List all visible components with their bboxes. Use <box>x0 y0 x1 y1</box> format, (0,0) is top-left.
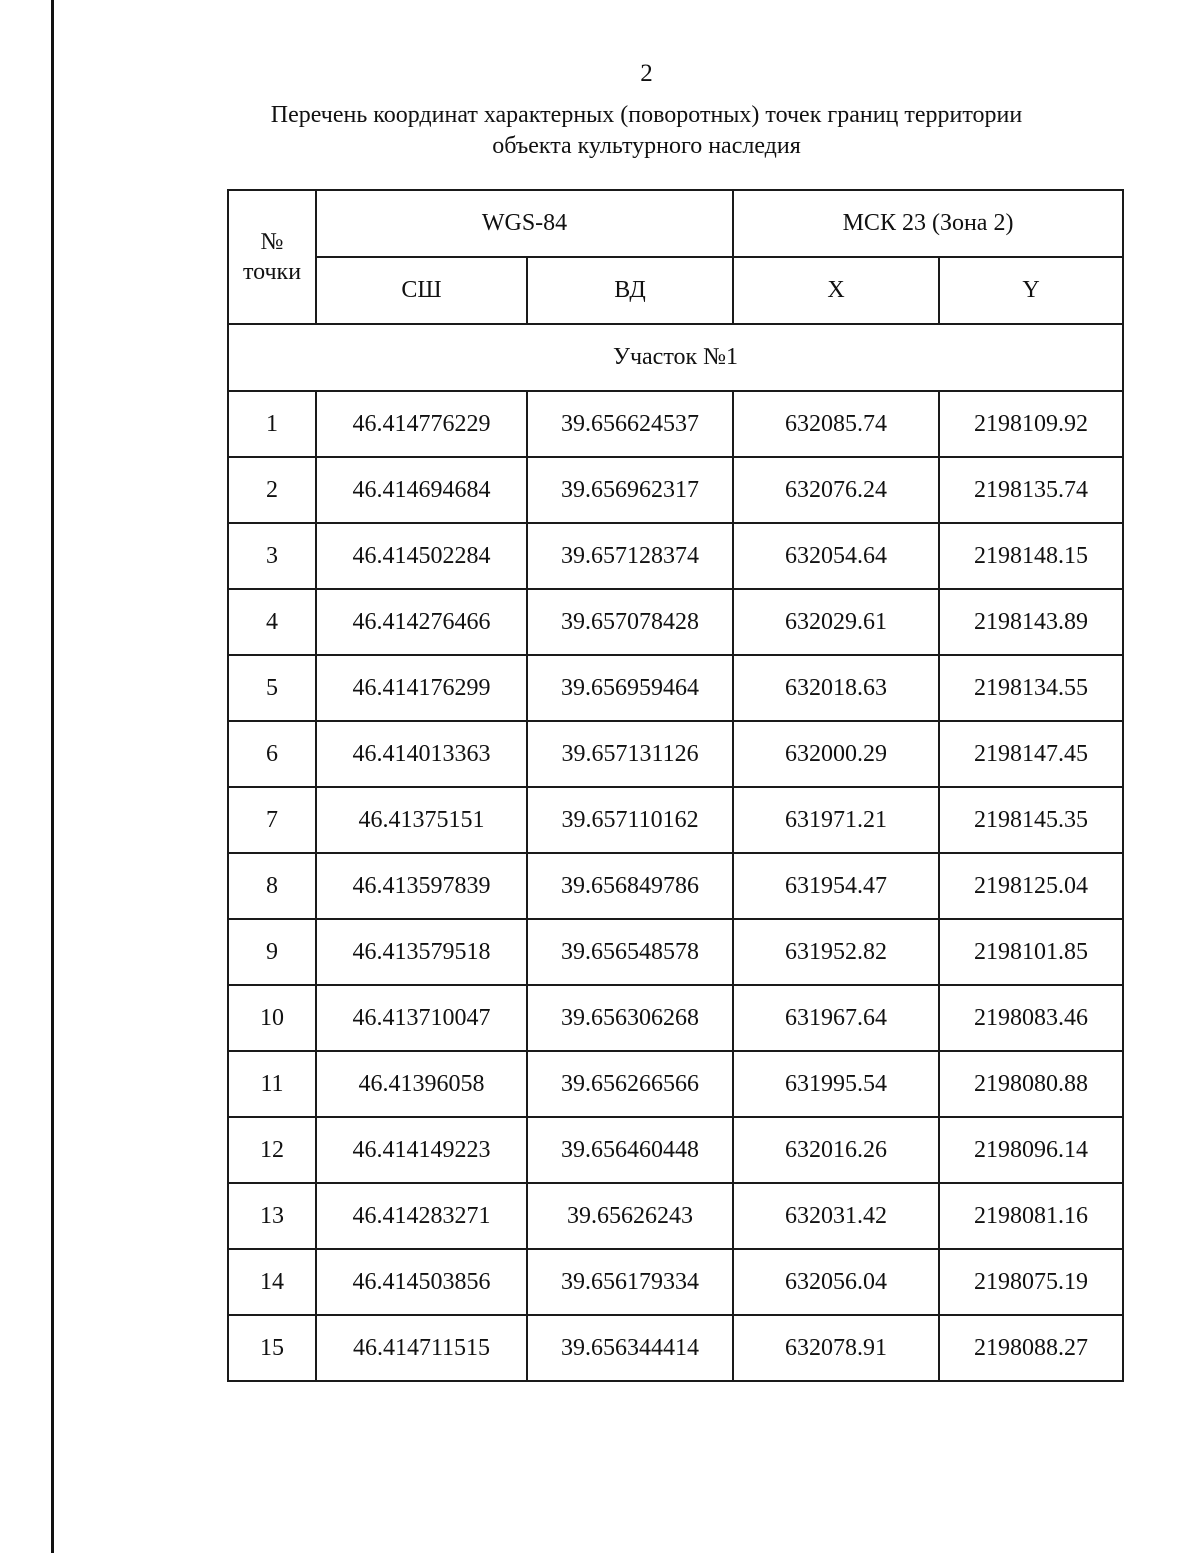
longitude-cell: 39.657128374 <box>527 523 733 589</box>
longitude-cell: 39.656624537 <box>527 391 733 457</box>
longitude-cell: 39.65626243 <box>527 1183 733 1249</box>
latitude-cell: 46.414502284 <box>316 523 527 589</box>
x-cell: 631971.21 <box>733 787 939 853</box>
left-margin-rule <box>51 0 54 1553</box>
longitude-cell: 39.656548578 <box>527 919 733 985</box>
table-row <box>228 1117 1123 1183</box>
x-cell: 632016.26 <box>733 1117 939 1183</box>
x-cell: 632078.91 <box>733 1315 939 1381</box>
point-number-cell: 8 <box>228 853 316 919</box>
y-cell: 2198088.27 <box>939 1315 1123 1381</box>
latitude-cell: 46.414276466 <box>316 589 527 655</box>
point-number-cell: 3 <box>228 523 316 589</box>
longitude-cell: 39.656849786 <box>527 853 733 919</box>
table-row <box>228 391 1123 457</box>
latitude-cell: 46.414283271 <box>316 1183 527 1249</box>
latitude-cell: 46.41396058 <box>316 1051 527 1117</box>
longitude-cell: 39.656266566 <box>527 1051 733 1117</box>
y-cell: 2198101.85 <box>939 919 1123 985</box>
table-row <box>228 1249 1123 1315</box>
point-number-cell: 5 <box>228 655 316 721</box>
y-cell: 2198125.04 <box>939 853 1123 919</box>
latitude-cell: 46.414013363 <box>316 721 527 787</box>
section-header: Участок №1 <box>228 324 1123 391</box>
longitude-cell: 39.657131126 <box>527 721 733 787</box>
x-cell: 632018.63 <box>733 655 939 721</box>
table-row <box>228 1051 1123 1117</box>
table-row <box>228 589 1123 655</box>
latitude-cell: 46.413579518 <box>316 919 527 985</box>
title-line-1: Перечень координат характерных (поворотных) точек границ территории <box>270 102 1023 128</box>
longitude-cell: 39.656959464 <box>527 655 733 721</box>
point-number-cell: 7 <box>228 787 316 853</box>
latitude-cell: 46.414711515 <box>316 1315 527 1381</box>
longitude-cell: 39.656306268 <box>527 985 733 1051</box>
msk23-group-header: МСК 23 (Зона 2) <box>733 190 1123 257</box>
x-cell: 631967.64 <box>733 985 939 1051</box>
point-number-cell: 14 <box>228 1249 316 1315</box>
y-cell: 2198109.92 <box>939 391 1123 457</box>
y-column-header: Y <box>939 257 1123 324</box>
latitude-cell: 46.414176299 <box>316 655 527 721</box>
latitude-cell: 46.413710047 <box>316 985 527 1051</box>
x-cell: 632031.42 <box>733 1183 939 1249</box>
latitude-cell: 46.414776229 <box>316 391 527 457</box>
table-row <box>228 721 1123 787</box>
point-number-cell: 11 <box>228 1051 316 1117</box>
latitude-cell: 46.41375151 <box>316 787 527 853</box>
latitude-cell: 46.414149223 <box>316 1117 527 1183</box>
y-cell: 2198148.15 <box>939 523 1123 589</box>
document-title <box>200 100 1093 162</box>
x-column-header: X <box>733 257 939 324</box>
y-cell: 2198134.55 <box>939 655 1123 721</box>
longitude-cell: 39.657110162 <box>527 787 733 853</box>
x-cell: 632076.24 <box>733 457 939 523</box>
longitude-cell: 39.657078428 <box>527 589 733 655</box>
latitude-cell: 46.413597839 <box>316 853 527 919</box>
y-cell: 2198081.16 <box>939 1183 1123 1249</box>
coordinates-table <box>227 189 1124 1382</box>
x-cell: 632054.64 <box>733 523 939 589</box>
table-row <box>228 1315 1123 1381</box>
table-row <box>228 919 1123 985</box>
x-cell: 632029.61 <box>733 589 939 655</box>
point-number-cell: 1 <box>228 391 316 457</box>
point-number-cell: 10 <box>228 985 316 1051</box>
longitude-cell: 39.656460448 <box>527 1117 733 1183</box>
point-number-header <box>228 190 316 324</box>
longitude-cell: 39.656179334 <box>527 1249 733 1315</box>
y-cell: 2198135.74 <box>939 457 1123 523</box>
longitude-column-header: ВД <box>527 257 733 324</box>
y-cell: 2198147.45 <box>939 721 1123 787</box>
x-cell: 631952.82 <box>733 919 939 985</box>
point-number-cell: 13 <box>228 1183 316 1249</box>
x-cell: 632056.04 <box>733 1249 939 1315</box>
point-number-cell: 4 <box>228 589 316 655</box>
longitude-cell: 39.656962317 <box>527 457 733 523</box>
wgs84-group-header: WGS-84 <box>316 190 733 257</box>
y-cell: 2198075.19 <box>939 1249 1123 1315</box>
table-row <box>228 853 1123 919</box>
table-row <box>228 457 1123 523</box>
longitude-cell: 39.656344414 <box>527 1315 733 1381</box>
point-number-cell: 12 <box>228 1117 316 1183</box>
point-number-cell: 15 <box>228 1315 316 1381</box>
latitude-cell: 46.414503856 <box>316 1249 527 1315</box>
table-row <box>228 655 1123 721</box>
table-body <box>228 324 1123 1381</box>
y-cell: 2198080.88 <box>939 1051 1123 1117</box>
table-header <box>228 190 1123 324</box>
y-cell: 2198083.46 <box>939 985 1123 1051</box>
page-number: 2 <box>640 60 653 87</box>
y-cell: 2198143.89 <box>939 589 1123 655</box>
x-cell: 632085.74 <box>733 391 939 457</box>
x-cell: 631995.54 <box>733 1051 939 1117</box>
y-cell: 2198096.14 <box>939 1117 1123 1183</box>
y-cell: 2198145.35 <box>939 787 1123 853</box>
table-row <box>228 523 1123 589</box>
point-number-header-label: точки <box>242 259 302 285</box>
latitude-column-header: СШ <box>316 257 527 324</box>
table-row <box>228 985 1123 1051</box>
point-number-cell: 2 <box>228 457 316 523</box>
point-number-cell: 6 <box>228 721 316 787</box>
table-row <box>228 1183 1123 1249</box>
table-row <box>228 787 1123 853</box>
title-line-2: объекта культурного наследия <box>492 133 801 159</box>
latitude-cell: 46.414694684 <box>316 457 527 523</box>
point-number-cell: 9 <box>228 919 316 985</box>
point-number-header-symbol: № <box>260 229 284 255</box>
x-cell: 632000.29 <box>733 721 939 787</box>
x-cell: 631954.47 <box>733 853 939 919</box>
